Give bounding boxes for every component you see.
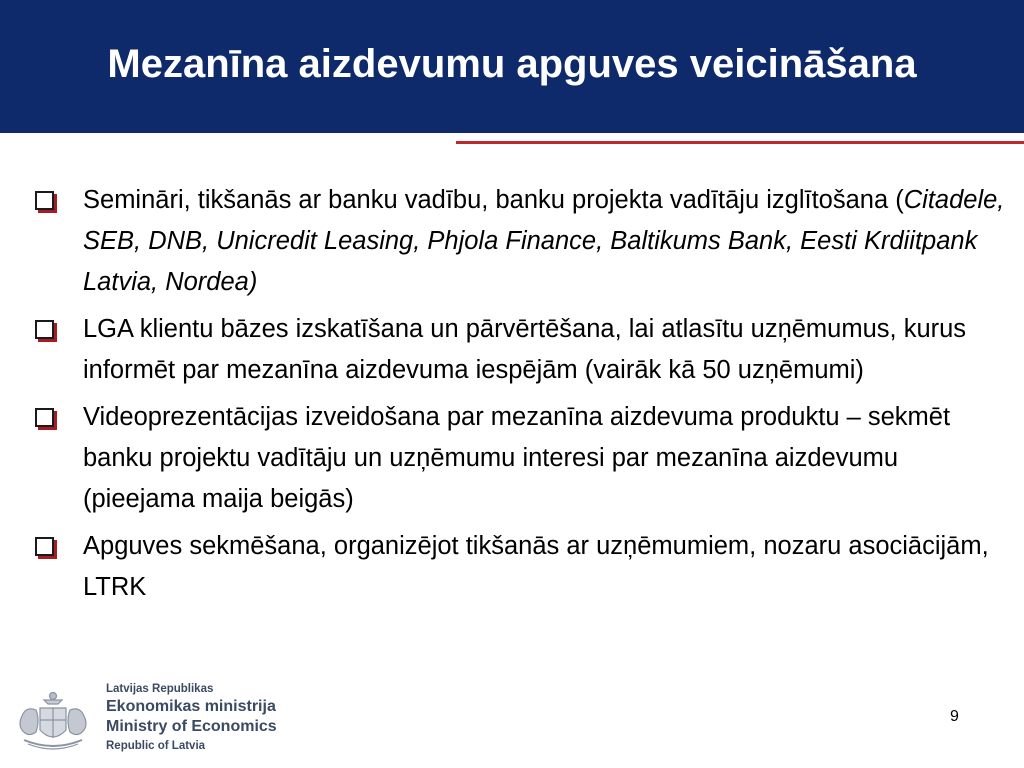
bullet-2-text: LGA klientu bāzes izskatīšana un pārvērtēšana, lai atlasītu uzņēmumus, kurus informēt par mezanīna aizdevuma iespējām (vairāk kā 50 uzņēmumi) (83, 315, 967, 384)
bullet-1-italic-text: Citadele, SEB, DNB, Unicredit Leasing, Phjola Finance, Baltikums Bank, Eesti Krdiitpank Latvia, Nordea) (83, 186, 1005, 296)
checkbox-bullet-icon (35, 191, 54, 210)
bullet-item-1 (32, 180, 1007, 303)
org-line-ministry-en: Ministry of Economics (106, 718, 277, 735)
org-line-republic-en: Republic of Latvia (106, 740, 206, 752)
checkbox-bullet-icon (35, 537, 54, 556)
page-number: 9 (950, 708, 959, 725)
bullet-1-text: Semināri, tikšanās ar banku vadību, banku projekta vadītāju izglītošana ( (83, 186, 904, 214)
bullet-item-4 (32, 526, 1007, 608)
bullet-list (32, 180, 1007, 614)
org-line-ministry-lv: Ekonomikas ministrija (106, 698, 276, 715)
checkbox-bullet-icon (35, 408, 54, 427)
latvia-coat-of-arms-icon (10, 686, 96, 756)
bullet-4-text: Apguves sekmēšana, organizējot tikšanās ar uzņēmumiem, nozaru asociācijām, LTRK (83, 532, 989, 601)
slide-header (0, 0, 1024, 133)
ministry-name-block (106, 681, 277, 755)
bullet-3-text: Videoprezentācijas izveidošana par mezanīna aizdevuma produktu – sekmēt banku projektu vadītāju un uzņēmumu interesi par mezanīna aizdevumu (pieejama maija beigās) (83, 403, 951, 513)
accent-divider (456, 141, 1024, 144)
bullet-item-3 (32, 397, 1007, 520)
bullet-item-2 (32, 309, 1007, 391)
org-line-republic-lv: Latvijas Republikas (106, 683, 214, 695)
checkbox-bullet-icon (35, 320, 54, 339)
slide-title: Mezanīna aizdevumu apguves veicināšana (107, 42, 917, 86)
